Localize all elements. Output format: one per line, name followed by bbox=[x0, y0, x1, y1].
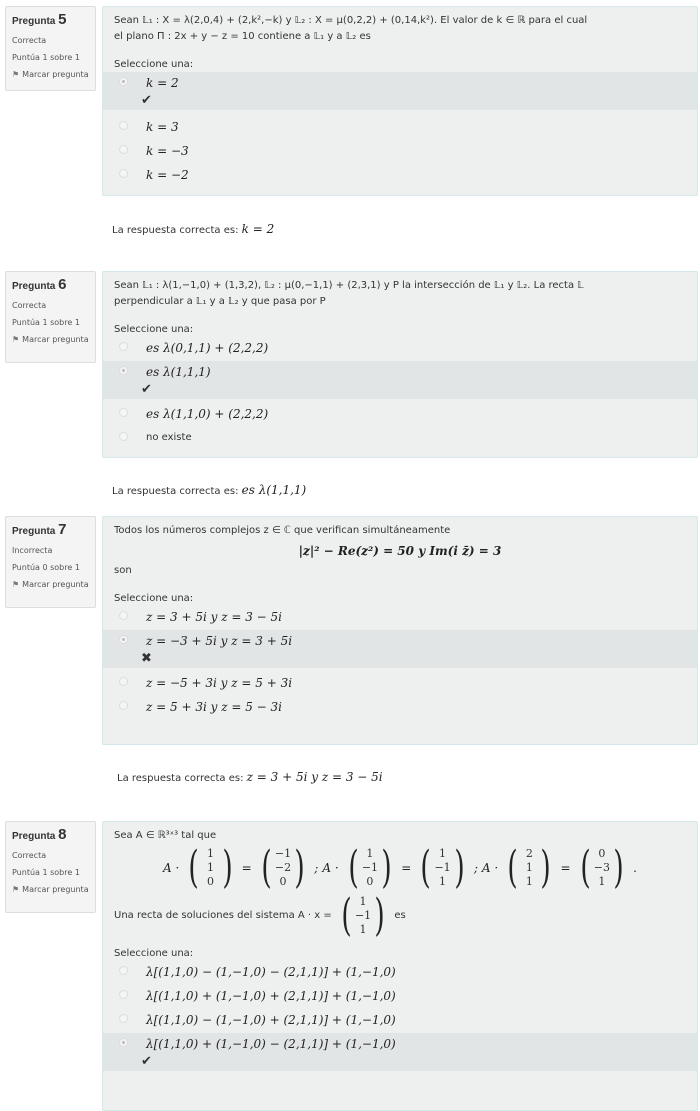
answer-option[interactable]: k = −2 bbox=[114, 164, 686, 188]
vector: ( 0 −3 1 ) bbox=[580, 842, 624, 893]
radio-button[interactable] bbox=[119, 169, 128, 178]
answer-option[interactable]: k = 2 ✔ bbox=[103, 72, 697, 110]
answer-list bbox=[114, 72, 686, 188]
radio-button[interactable] bbox=[119, 366, 128, 375]
radio-button[interactable] bbox=[119, 408, 128, 417]
question-state: Correcta bbox=[12, 851, 47, 860]
question-text: Sea A ∈ ℝ³ˣ³ tal que A · ( 1 1 0 ) = ( −1 −2 0 ) ; A · ( 1 −1 0 ) = ( 1 −1 1 ) ; A · ( 2 1 1 ) = ( 0 −3 1 ) . Una recta de soluciones del sistema A · x = ( 1 −1 1 ) es bbox=[114, 828, 686, 938]
question-text: Todos los números complejos z ∈ ℂ que verifican simultáneamente |z|² − Re(z²) = 50 y Im(i z̄) = 3 son bbox=[114, 523, 686, 579]
answer-option[interactable]: es λ(0,1,1) + (2,2,2) bbox=[114, 337, 686, 361]
radio-button[interactable] bbox=[119, 677, 128, 686]
question-info-5 bbox=[5, 6, 96, 91]
vector: ( 1 −1 1 ) bbox=[420, 842, 465, 893]
answer-list bbox=[114, 961, 686, 1071]
vector: ( −1 −2 0 ) bbox=[261, 842, 305, 893]
question-content-6 bbox=[102, 271, 698, 458]
select-prompt: Seleccione una: bbox=[114, 948, 194, 959]
answer-option[interactable]: k = 3 bbox=[114, 116, 686, 140]
flag-icon: ⚑ bbox=[12, 70, 20, 79]
question-grade: Puntúa 1 sobre 1 bbox=[12, 53, 80, 62]
radio-button[interactable] bbox=[119, 121, 128, 130]
vector: ( 2 1 1 ) bbox=[507, 842, 552, 893]
question-state: Correcta bbox=[12, 36, 47, 45]
right-answer: La respuesta correcta es: k = 2 bbox=[112, 222, 275, 236]
answer-option[interactable]: z = −3 + 5i y z = 3 + 5i ✖ bbox=[103, 630, 697, 668]
question-number: Pregunta 7 bbox=[12, 521, 67, 538]
radio-button[interactable] bbox=[119, 611, 128, 620]
flag-icon: ⚑ bbox=[12, 885, 20, 894]
question-text: Sean 𝕃₁ : X = λ(2,0,4) + (2,k²,−k) y 𝕃₂ : X = μ(0,2,2) + (0,14,k²). El valor de k ∈ ℝ para el cual el plano Π : 2x + y − z = 10 contiene a 𝕃₁ y a 𝕃₂ es bbox=[114, 15, 588, 42]
select-prompt: Seleccione una: bbox=[114, 593, 194, 604]
flag-question-link[interactable]: ⚑ Marcar pregunta bbox=[12, 335, 89, 344]
answer-option[interactable]: λ[(1,1,0) − (1,−1,0) − (2,1,1)] + (1,−1,0) bbox=[114, 961, 686, 985]
radio-button[interactable] bbox=[119, 990, 128, 999]
radio-button[interactable] bbox=[119, 701, 128, 710]
right-answer: La respuesta correcta es: z = 3 + 5i y z = 3 − 5i bbox=[117, 770, 383, 784]
flag-question-link[interactable]: ⚑ Marcar pregunta bbox=[12, 580, 89, 589]
system-sentence: Una recta de soluciones del sistema A · x = ( 1 −1 1 ) es bbox=[114, 890, 406, 941]
check-icon: ✔ bbox=[141, 1054, 152, 1069]
question-grade: Puntúa 1 sobre 1 bbox=[12, 868, 80, 877]
question-number: Pregunta 8 bbox=[12, 826, 67, 843]
question-grade: Puntúa 0 sobre 1 bbox=[12, 563, 80, 572]
answer-option[interactable]: λ[(1,1,0) − (1,−1,0) + (2,1,1)] + (1,−1,0) bbox=[114, 1009, 686, 1033]
vector: ( 1 −1 0 ) bbox=[348, 842, 392, 893]
cross-icon: ✖ bbox=[141, 651, 152, 666]
question-number: Pregunta 5 bbox=[12, 11, 67, 28]
question-grade: Puntúa 1 sobre 1 bbox=[12, 318, 80, 327]
matrix-equations: A · ( 1 1 0 ) = ( −1 −2 0 ) ; A · ( 1 −1 0 ) = ( 1 −1 1 ) ; A · ( 2 1 1 ) = ( 0 −3 1 ) . bbox=[163, 842, 637, 893]
check-icon: ✔ bbox=[141, 382, 152, 397]
flag-question-link[interactable]: ⚑ Marcar pregunta bbox=[12, 70, 89, 79]
radio-button[interactable] bbox=[119, 1038, 128, 1047]
radio-button[interactable] bbox=[119, 432, 128, 441]
answer-option[interactable]: z = −5 + 3i y z = 5 + 3i bbox=[114, 672, 686, 696]
select-prompt: Seleccione una: bbox=[114, 59, 194, 70]
question-state: Incorrecta bbox=[12, 546, 53, 555]
answer-list bbox=[114, 606, 686, 720]
question-content-8 bbox=[102, 821, 698, 1111]
equation: |z|² − Re(z²) = 50 y Im(i z̄) = 3 bbox=[298, 544, 502, 558]
check-icon: ✔ bbox=[141, 93, 152, 108]
answer-option[interactable]: z = 5 + 3i y z = 5 − 3i bbox=[114, 696, 686, 720]
radio-button[interactable] bbox=[119, 635, 128, 644]
question-state: Correcta bbox=[12, 301, 47, 310]
answer-option[interactable]: z = 3 + 5i y z = 3 − 5i bbox=[114, 606, 686, 630]
radio-button[interactable] bbox=[119, 342, 128, 351]
radio-button[interactable] bbox=[119, 145, 128, 154]
answer-option[interactable]: λ[(1,1,0) + (1,−1,0) − (2,1,1)] + (1,−1,0) ✔ bbox=[103, 1033, 697, 1071]
answer-option[interactable]: λ[(1,1,0) + (1,−1,0) + (2,1,1)] + (1,−1,0) bbox=[114, 985, 686, 1009]
question-text: Sean 𝕃₁ : λ(1,−1,0) + (1,3,2), 𝕃₂ : μ(0,−1,1) + (2,3,1) y P la intersección de 𝕃₁ y 𝕃₂. La recta 𝕃 perpendicular a 𝕃₁ y a 𝕃₂ y que pasa por P bbox=[114, 280, 584, 307]
radio-button[interactable] bbox=[119, 1014, 128, 1023]
question-content-7 bbox=[102, 516, 698, 745]
answer-option[interactable]: k = −3 bbox=[114, 140, 686, 164]
question-number: Pregunta 6 bbox=[12, 276, 67, 293]
question-info-7 bbox=[5, 516, 96, 608]
question-content-5 bbox=[102, 6, 698, 196]
answer-option[interactable]: es λ(1,1,0) + (2,2,2) bbox=[114, 403, 686, 427]
answer-option[interactable]: es λ(1,1,1) ✔ bbox=[103, 361, 697, 399]
radio-button[interactable] bbox=[119, 966, 128, 975]
answer-list bbox=[114, 337, 686, 449]
question-info-8 bbox=[5, 821, 96, 913]
radio-button[interactable] bbox=[119, 77, 128, 86]
vector: ( 1 1 0 ) bbox=[188, 842, 233, 893]
flag-question-link[interactable]: ⚑ Marcar pregunta bbox=[12, 885, 89, 894]
right-answer: La respuesta correcta es: es λ(1,1,1) bbox=[112, 483, 307, 497]
select-prompt: Seleccione una: bbox=[114, 324, 194, 335]
answer-option[interactable]: no existe bbox=[114, 427, 686, 449]
question-info-6 bbox=[5, 271, 96, 363]
flag-icon: ⚑ bbox=[12, 335, 20, 344]
vector: ( 1 −1 1 ) bbox=[341, 890, 385, 941]
flag-icon: ⚑ bbox=[12, 580, 20, 589]
